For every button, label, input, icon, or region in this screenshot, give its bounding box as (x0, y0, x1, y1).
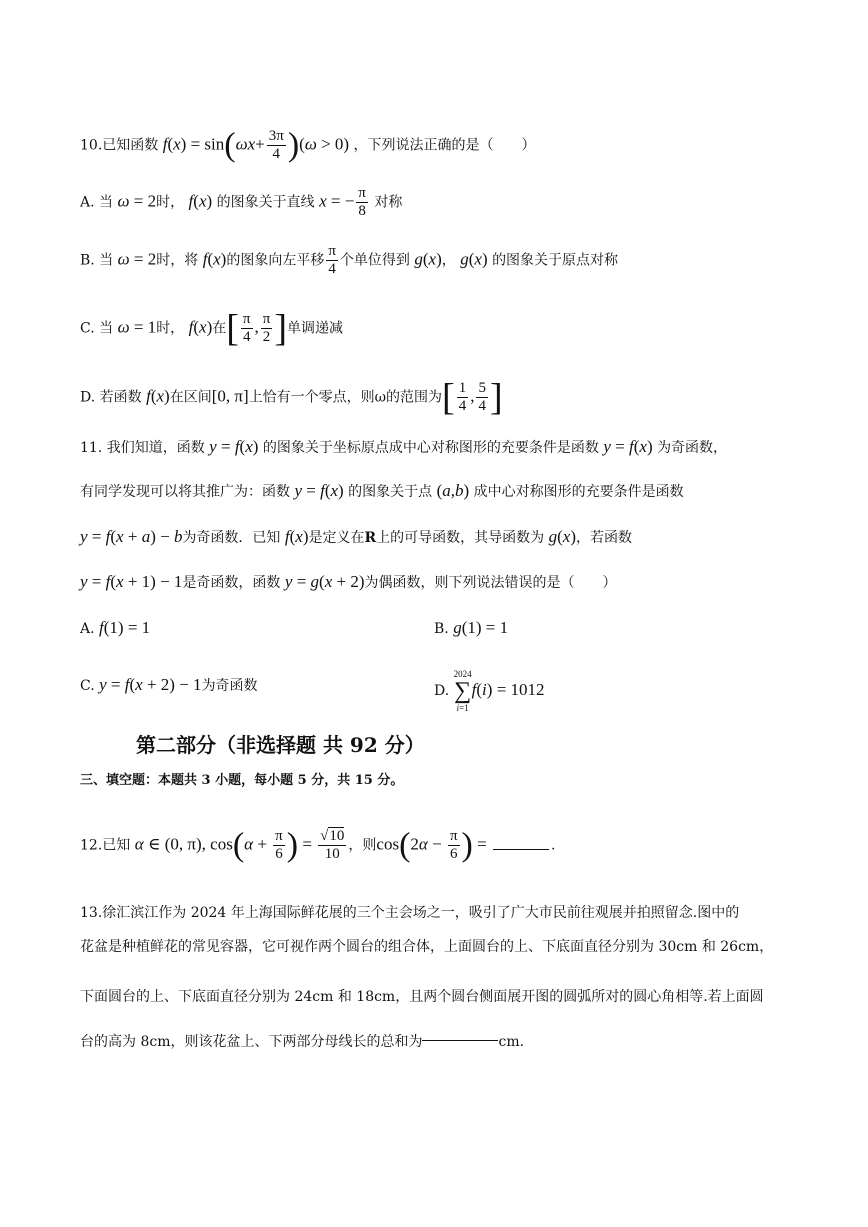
q11-option-b: B. g(1) = 1 (434, 618, 509, 637)
q10-option-d: D. 若函数 f(x)在区间[0, π]上恰有一个零点，则ω的范围为[ $\frac{1}{4}$ , $\frac{5}{4}$ ] (80, 376, 503, 419)
q11-line-1: 11. 我们知道，函数 y = f(x) 的图象关于坐标原点成中心对称图形的充要条件是函数 y = f(x) 为奇函数， (80, 437, 728, 456)
section-heading: 第二部分（非选择题 共 92 分） (136, 733, 425, 757)
q13-line-2: 花盆是种植鲜花的常见容器，它可视作两个圆台的组合体，上面圆台的上、下底面直径分别为 30cm 和 26cm， (80, 939, 774, 955)
q13-line-1: 13.徐汇滨江作为 2024 年上海国际鲜花展的三个主会场之一，吸引了广大市民前往观展并拍照留念.图中的 (80, 905, 740, 921)
section-subheading: 三、填空题：本题共 3 小题，每小题 5 分，共 15 分。 (80, 773, 404, 788)
q11-option-d: D. 2024 ∑ i=1 f(i) = 1012 (434, 669, 545, 713)
q13-answer-blank (422, 1024, 498, 1041)
q11-option-a: A. f(1) = 1 (80, 618, 151, 637)
q10-option-b: B. 当 ω = 2时，将 f(x)的图象向左平移 $\frac{\pi}{4}$ 个单位得到 g(x)， g(x) 的图象关于原点对称 (80, 243, 619, 277)
q11-line-4: y = f(x + 1) − 1是奇函数，函数 y = g(x + 2)为偶函数，则下列说法错误的是（ ） (80, 572, 617, 591)
q13-line-4: 台的高为 8cm，则该花盆上、下两部分母线长的总和为 cm. (80, 1032, 524, 1052)
q10-stem: 10.已知函数 f(x) = sin(ωx+ $\frac{3\pi}{4}$ )(ω > 0) ，下列说法正确的是（ ） (80, 126, 536, 164)
q10-option-a: A. 当 ω = 2时， f(x) 的图象关于直线 x = − $\frac{\pi}{8}$ 对称 (80, 185, 403, 219)
q12-answer-blank (493, 835, 549, 850)
q13-line-3: 下面圆台的上、下底面直径分别为 24cm 和 18cm，且两个圆台侧面展开图的圆弧所对的圆心角相等.若上面圆 (80, 989, 764, 1005)
q11-option-c: C. y = f(x + 2) − 1为奇函数 (80, 675, 258, 694)
q11-line-2: 有同学发现可以将其推广为：函数 y = f(x) 的图象关于点 (a,b) 成中心对称图形的充要条件是函数 (80, 481, 684, 500)
q12: 12.已知 α ∈ (0, π), cos(α + $\frac{\pi}{6}$ ) = $\frac{√10}{10}$ ，则cos(2α − $\frac{\pi}{6}$ ) = . (80, 826, 556, 864)
q11-line-3: y = f(x + a) − b为奇函数．已知 f(x)是定义在R上的可导函数，其导函数为 g(x)，若函数 (80, 527, 632, 546)
q10-option-c: C. 当 ω = 1时， f(x)在[ $\frac{\pi}{4}$ , $\frac{\pi}{2}$ ]单调递减 (80, 307, 343, 350)
